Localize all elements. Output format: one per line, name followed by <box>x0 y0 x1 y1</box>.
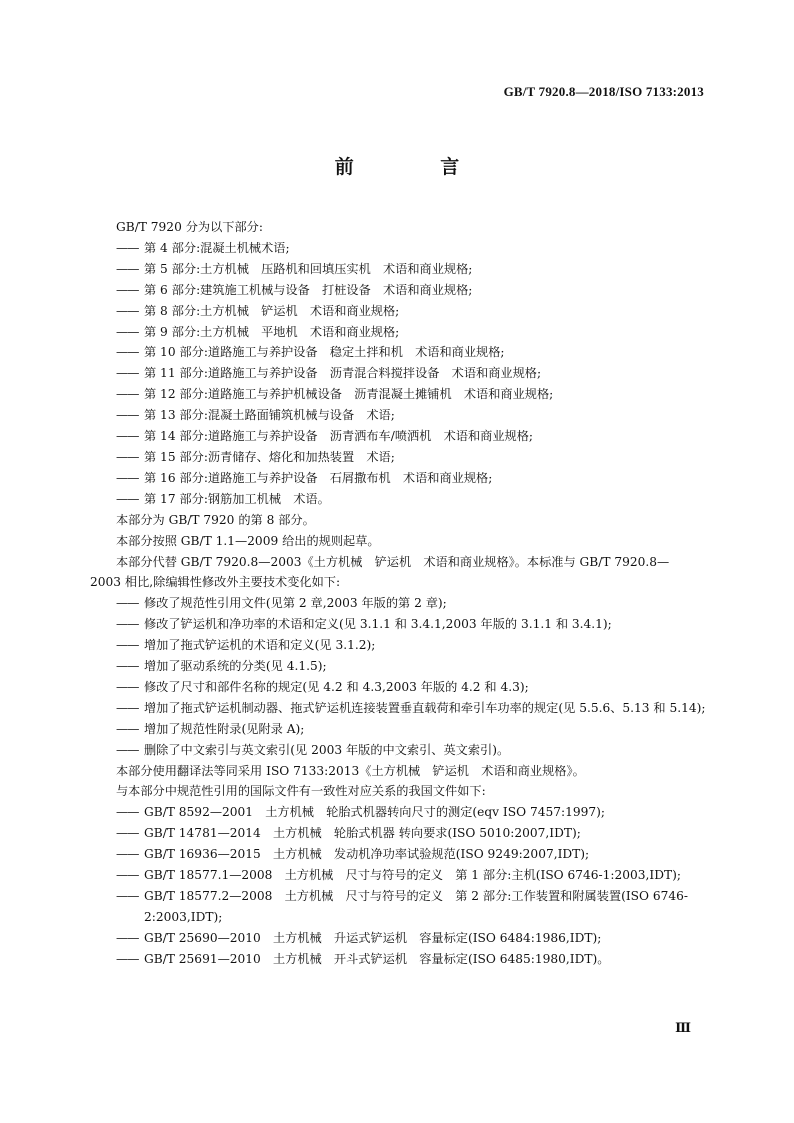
dash: —— <box>116 617 139 632</box>
dash: —— <box>116 449 139 464</box>
list-item <box>90 426 708 447</box>
part-item: 第 14 部分:道路施工与养护设备 沥青洒布车/喷洒机 术语和商业规格; <box>144 429 534 444</box>
replacement-paragraph-line-2: 2003 相比,除编辑性修改外主要技术变化如下: <box>90 575 341 590</box>
dash: —— <box>116 429 139 444</box>
translation-note-paragraph: 本部分使用翻译法等同采用 ISO 7133:2013《土方机械 铲运机 术语和商业规格》。 <box>116 763 585 778</box>
dash: —— <box>116 240 139 255</box>
dash: —— <box>116 596 139 611</box>
reference-item: GB/T 14781—2014 土方机械 轮胎式机器 转向要求(ISO 5010:2007,IDT); <box>144 826 581 841</box>
list-item <box>90 301 708 322</box>
dash: —— <box>116 805 139 820</box>
dash: —— <box>116 387 139 402</box>
list-item <box>90 928 708 949</box>
list-item <box>90 656 708 677</box>
change-item: 修改了规范性引用文件(见第 2 章,2003 年版的第 2 章); <box>144 596 447 611</box>
parts-list <box>90 238 708 510</box>
dash: —— <box>116 491 139 506</box>
list-item <box>90 593 708 614</box>
drafting-rule-paragraph: 本部分按照 GB/T 1.1—2009 给出的规则起草。 <box>116 533 380 548</box>
list-item <box>90 677 708 698</box>
intro-paragraph: GB/T 7920 分为以下部分: <box>116 220 263 234</box>
reference-item: GB/T 25691—2010 土方机械 开斗式铲运机 容量标定(ISO 6485:1980,IDT)。 <box>144 951 610 966</box>
dash: —— <box>116 847 139 862</box>
dash: —— <box>116 638 139 653</box>
foreword-body <box>90 217 708 970</box>
part-item: 第 15 部分:沥青储存、熔化和加热装置 术语; <box>144 449 395 464</box>
dash: —— <box>116 721 139 736</box>
part-item: 第 8 部分:土方机械 铲运机 术语和商业规格; <box>144 303 400 318</box>
list-item <box>90 886 708 928</box>
dash: —— <box>116 659 139 674</box>
part-item: 第 13 部分:混凝土路面铺筑机械与设备 术语; <box>144 408 395 423</box>
list-item <box>90 280 708 301</box>
list-item <box>90 259 708 280</box>
list-item <box>90 489 708 510</box>
dash: —— <box>116 889 139 903</box>
reference-item: GB/T 25690—2010 土方机械 升运式铲运机 容量标定(ISO 6484:1986,IDT); <box>144 930 602 945</box>
list-item <box>90 823 708 844</box>
part-item: 第 11 部分:道路施工与养护设备 沥青混合料搅拌设备 术语和商业规格; <box>144 366 542 381</box>
dash: —— <box>116 282 139 297</box>
list-item <box>90 342 708 363</box>
page-title: 前 言 <box>334 156 500 178</box>
change-item: 增加了拖式铲运机的术语和定义(见 3.1.2); <box>144 638 376 653</box>
dash: —— <box>116 679 139 694</box>
list-item <box>90 949 708 970</box>
part-item: 第 4 部分:混凝土机械术语; <box>144 240 290 255</box>
reference-item: GB/T 16936—2015 土方机械 发动机净功率试验规范(ISO 9249:2007,IDT); <box>144 847 590 862</box>
change-item: 增加了规范性附录(见附录 A); <box>144 721 305 736</box>
change-item: 修改了铲运机和净功率的术语和定义(见 3.1.1 和 3.4.1,2003 年版的 3.1.1 和 3.4.1); <box>144 617 612 632</box>
list-item <box>90 802 708 823</box>
part-item: 第 6 部分:建筑施工机械与设备 打桩设备 术语和商业规格; <box>144 282 473 297</box>
dash: —— <box>116 261 139 276</box>
dash: —— <box>116 366 139 381</box>
list-item <box>90 384 708 405</box>
list-item <box>90 468 708 489</box>
change-item: 增加了驱动系统的分类(见 4.1.5); <box>144 659 327 674</box>
dash: —— <box>116 742 139 757</box>
replacement-paragraph-line-1: 本部分代替 GB/T 7920.8—2003《土方机械 铲运机 术语和商业规格》。本标准与 GB/T 7920.8— <box>116 554 670 569</box>
dash: —— <box>116 700 139 715</box>
change-item: 增加了拖式铲运机制动器、拖式铲运机连接装置垂直载荷和牵引车功率的规定(见 5.5.6、5.13 和 5.14); <box>144 700 706 715</box>
reference-item: GB/T 8592—2001 土方机械 轮胎式机器转向尺寸的测定(eqv ISO 7457:1997); <box>144 805 605 820</box>
dash: —— <box>116 930 139 945</box>
part-item: 第 12 部分:道路施工与养护机械设备 沥青混凝土摊铺机 术语和商业规格; <box>144 387 554 402</box>
page-number: Ⅲ <box>675 1020 691 1035</box>
references-list <box>90 802 708 969</box>
reference-item: GB/T 18577.2—2008 土方机械 尺寸与符号的定义 第 2 部分:工作装置和附属装置(ISO 6746-2:2003,IDT); <box>144 889 688 924</box>
list-item <box>90 698 708 719</box>
list-item <box>90 865 708 886</box>
change-item: 删除了中文索引与英文索引(见 2003 年版的中文索引、英文索引)。 <box>144 742 510 757</box>
list-item <box>90 405 708 426</box>
standard-number: GB/T 7920.8—2018/ISO 7133:2013 <box>503 84 704 99</box>
part-item: 第 16 部分:道路施工与养护设备 石屑撒布机 术语和商业规格; <box>144 470 493 485</box>
dash: —— <box>116 324 139 339</box>
list-item <box>90 719 708 740</box>
dash: —— <box>116 868 139 883</box>
changes-list <box>90 593 708 760</box>
this-part-paragraph: 本部分为 GB/T 7920 的第 8 部分。 <box>116 512 315 527</box>
part-item: 第 5 部分:土方机械 压路机和回填压实机 术语和商业规格; <box>144 261 473 276</box>
dash: —— <box>116 303 139 318</box>
list-item <box>90 447 708 468</box>
reference-item: GB/T 18577.1—2008 土方机械 尺寸与符号的定义 第 1 部分:主机(ISO 6746-1:2003,IDT); <box>144 868 682 883</box>
part-item: 第 9 部分:土方机械 平地机 术语和商业规格; <box>144 324 400 339</box>
part-item: 第 17 部分:钢筋加工机械 术语。 <box>144 491 330 506</box>
dash: —— <box>116 408 139 423</box>
dash: —— <box>116 470 139 485</box>
list-item <box>90 363 708 384</box>
dash: —— <box>116 951 139 966</box>
list-item <box>90 740 708 761</box>
list-item <box>90 635 708 656</box>
list-item <box>90 614 708 635</box>
dash: —— <box>116 345 139 360</box>
list-item <box>90 844 708 865</box>
list-item <box>90 238 708 259</box>
list-item <box>90 322 708 343</box>
part-item: 第 10 部分:道路施工与养护设备 稳定土拌和机 术语和商业规格; <box>144 345 505 360</box>
change-item: 修改了尺寸和部件名称的规定(见 4.2 和 4.3,2003 年版的 4.2 和 4.3); <box>144 679 529 694</box>
dash: —— <box>116 826 139 841</box>
correspondence-intro-paragraph: 与本部分中规范性引用的国际文件有一致性对应关系的我国文件如下: <box>116 784 486 799</box>
